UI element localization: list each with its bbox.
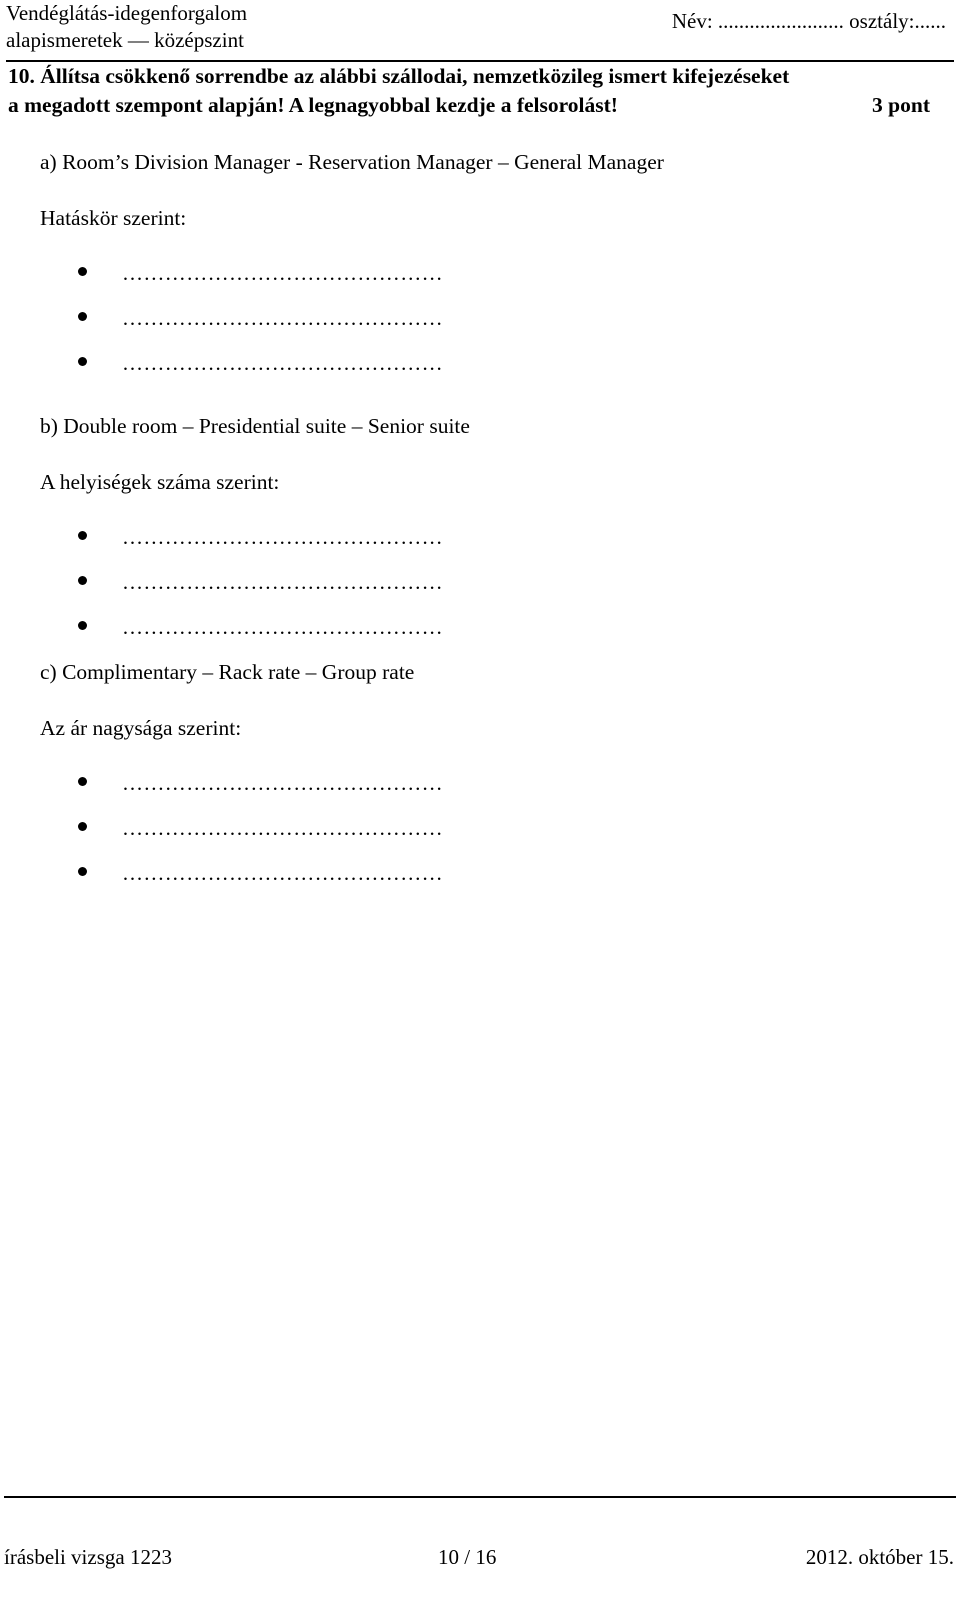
answer-list bbox=[40, 769, 920, 904]
answer-row bbox=[40, 814, 920, 859]
subject-line-1: Vendéglátás-idegenforgalom bbox=[6, 1, 248, 25]
footer-divider bbox=[4, 1496, 956, 1498]
section-c bbox=[40, 658, 920, 904]
exam-date: 2012. október 15. bbox=[805, 1545, 954, 1569]
exam-code: írásbeli vizsga 1223 bbox=[4, 1545, 172, 1569]
section-item: a) Room’s Division Manager - Reservation Manager – General Manager bbox=[40, 150, 664, 174]
section-criterion: Az ár nagysága szerint: bbox=[40, 716, 242, 740]
answer-blank[interactable]: ……………………………………… bbox=[122, 615, 443, 639]
answer-blank[interactable]: ……………………………………… bbox=[122, 771, 443, 795]
subject-line-2: alapismeretek — középszint bbox=[6, 28, 244, 52]
answer-blank[interactable]: ……………………………………… bbox=[122, 525, 443, 549]
answer-row bbox=[40, 304, 920, 349]
answer-row bbox=[40, 859, 920, 904]
answer-blank[interactable]: ……………………………………… bbox=[122, 351, 443, 375]
answer-row bbox=[40, 769, 920, 814]
section-criterion: Hatáskör szerint: bbox=[40, 206, 187, 230]
answer-blank[interactable]: ……………………………………… bbox=[122, 261, 443, 285]
answer-row bbox=[40, 259, 920, 304]
bullet-icon bbox=[78, 576, 87, 585]
bullet-icon bbox=[78, 621, 87, 630]
bullet-icon bbox=[78, 267, 87, 276]
task-line-1: 10. Állítsa csökkenő sorrendbe az alábbi szállodai, nemzetközileg ismert kifejezéseket bbox=[8, 64, 790, 88]
answer-row bbox=[40, 613, 920, 658]
page-header bbox=[6, 0, 954, 60]
answer-blank[interactable]: ……………………………………… bbox=[122, 861, 443, 885]
answer-blank[interactable]: ……………………………………… bbox=[122, 816, 443, 840]
answer-row bbox=[40, 568, 920, 613]
task-line-2: a megadott szempont alapján! A legnagyobbal kezdje a felsorolást! bbox=[8, 93, 618, 117]
name-class-field: Név: ........................ osztály:...... bbox=[671, 9, 946, 33]
answer-list bbox=[40, 259, 920, 394]
answer-list bbox=[40, 523, 920, 658]
answer-row bbox=[40, 523, 920, 568]
subject-title bbox=[6, 0, 247, 54]
answer-blank[interactable]: ……………………………………… bbox=[122, 570, 443, 594]
bullet-icon bbox=[78, 357, 87, 366]
task-instruction bbox=[8, 62, 930, 120]
page-number: 10 / 16 bbox=[438, 1545, 497, 1569]
bullet-icon bbox=[78, 822, 87, 831]
answer-row bbox=[40, 349, 920, 394]
section-b bbox=[40, 412, 920, 658]
bullet-icon bbox=[78, 312, 87, 321]
bullet-icon bbox=[78, 777, 87, 786]
answer-blank[interactable]: ……………………………………… bbox=[122, 306, 443, 330]
bullet-icon bbox=[78, 531, 87, 540]
task-points: 3 pont bbox=[872, 93, 930, 117]
section-item: c) Complimentary – Rack rate – Group rate bbox=[40, 660, 415, 684]
bullet-icon bbox=[78, 867, 87, 876]
section-item: b) Double room – Presidential suite – Senior suite bbox=[40, 414, 470, 438]
section-a bbox=[40, 148, 920, 394]
section-criterion: A helyiségek száma szerint: bbox=[40, 470, 280, 494]
